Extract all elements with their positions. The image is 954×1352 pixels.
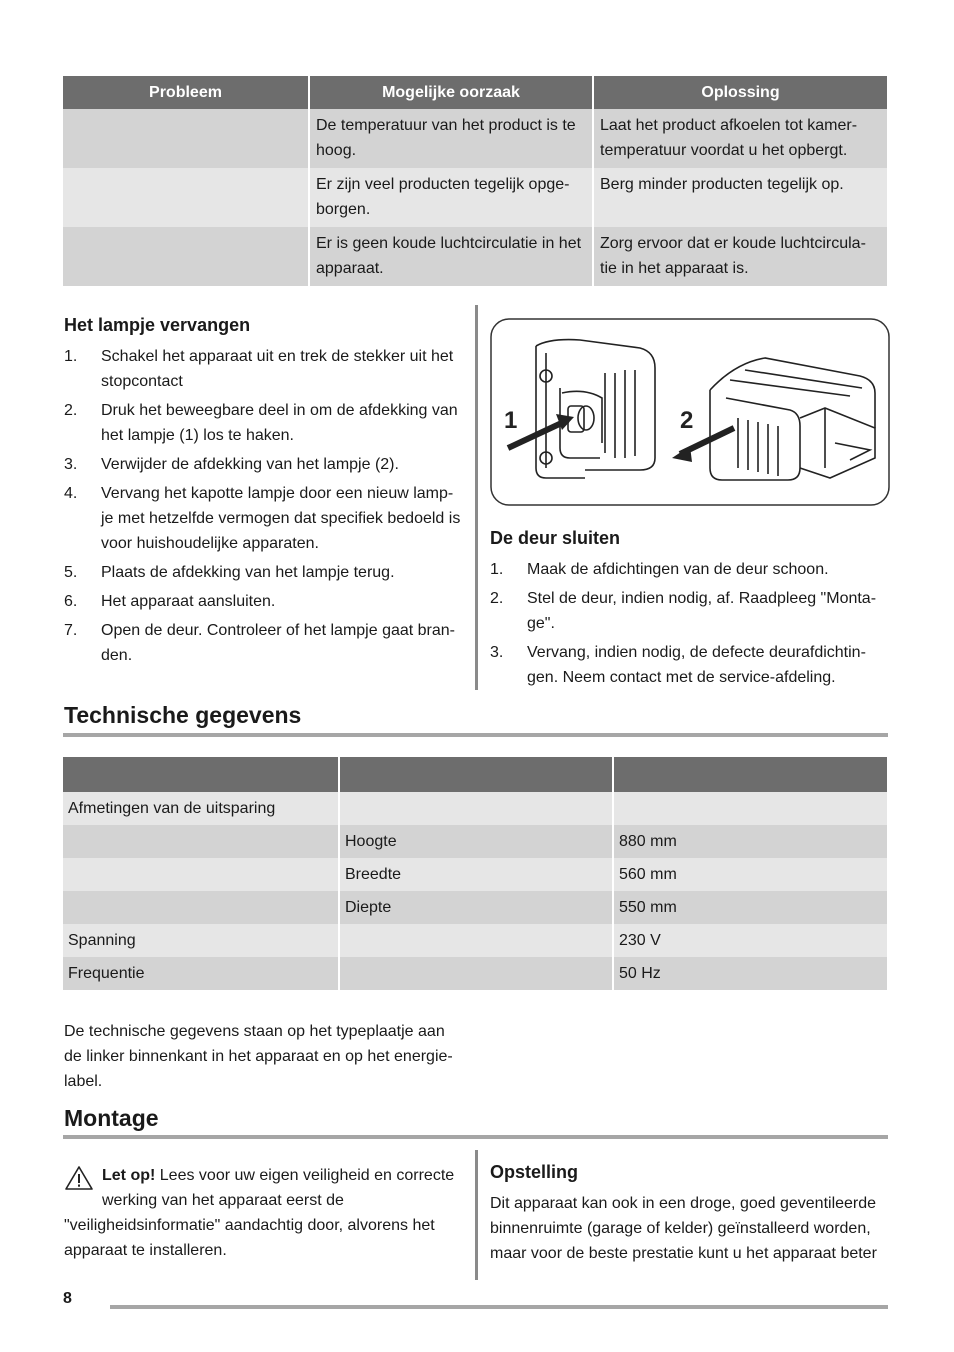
table-row — [63, 891, 887, 924]
step-number: 3. — [64, 456, 78, 473]
label-cell — [63, 825, 339, 858]
sublabel-cell — [339, 792, 613, 825]
problem-table — [63, 76, 887, 286]
lamp-steps — [64, 344, 464, 672]
table-row — [63, 109, 887, 168]
value-cell: 230 V — [613, 924, 887, 957]
step-number: 2. — [490, 590, 504, 607]
solution-cell: Zorg ervoor dat er koude luchtcircula-tie in het apparaat is. — [593, 227, 887, 286]
step-text: Vervang het kapotte lampje door een nieuw lamp-je met hetzelfde vermogen dat specifiek bedoeld is voor huishoudelijke apparaten. — [101, 485, 461, 552]
value-cell: 880 mm — [613, 825, 887, 858]
lamp-title: Het lampje vervangen — [64, 315, 251, 335]
figure-label-2: 2 — [680, 407, 694, 434]
label-cell: Spanning — [63, 924, 339, 957]
sublabel-cell — [339, 924, 613, 957]
opstelling-text: Dit apparaat kan ook in een droge, goed geventileerde binnenruimte (garage of kelder) geïnstalleerd worden, maar voor de beste prestatie kunt u het apparaat beter — [490, 1195, 877, 1262]
warning-icon — [64, 1165, 94, 1191]
step-number: 1. — [64, 348, 78, 365]
step-number: 3. — [490, 644, 504, 661]
tech-heading: Technische gegevens — [64, 702, 302, 728]
table-row — [63, 168, 887, 227]
step-number: 2. — [64, 402, 78, 419]
value-cell: 560 mm — [613, 858, 887, 891]
step-text: Verwijder de afdekking van het lampje (2). — [101, 456, 399, 473]
door-title: De deur sluiten — [490, 528, 621, 548]
problem-cell — [63, 227, 309, 286]
warning-text: Lees voor uw eigen veiligheid en correcte werking van het apparaat eerst de "veiligheidsinformatie" aandachtig door, alvorens het apparaat te installeren. — [64, 1167, 455, 1259]
sublabel-cell: Diepte — [339, 891, 613, 924]
cause-cell: Er is geen koude luchtcirculatie in het apparaat. — [309, 227, 593, 286]
header-cause: Mogelijke oorzaak — [309, 76, 593, 109]
step-number: 6. — [64, 593, 78, 610]
list-item — [64, 481, 464, 556]
table-row — [63, 957, 887, 990]
header-cell — [339, 757, 613, 792]
warning-block — [64, 1163, 464, 1263]
tech-note: De technische gegevens staan op het typeplaatje aan de linker binnenkant in het apparaat en op het energie-label. — [64, 1023, 453, 1090]
header-cell — [613, 757, 887, 792]
figure-label-1: 1 — [504, 407, 518, 434]
step-text: Druk het beweegbare deel in om de afdekking van het lampje (1) los te haken. — [101, 402, 458, 444]
list-item — [64, 589, 464, 614]
problem-cell — [63, 168, 309, 227]
table-row — [63, 858, 887, 891]
header-solution: Oplossing — [593, 76, 887, 109]
list-item — [64, 618, 464, 668]
cause-cell: Er zijn veel producten tegelijk opge-borgen. — [309, 168, 593, 227]
list-item — [64, 560, 464, 585]
problem-cell — [63, 109, 309, 168]
opstelling-title: Opstelling — [490, 1162, 579, 1182]
list-item — [64, 398, 464, 448]
label-cell — [63, 891, 339, 924]
value-cell — [613, 792, 887, 825]
step-text: Stel de deur, indien nodig, af. Raadpleeg "Monta-ge". — [527, 590, 877, 632]
sublabel-cell — [339, 957, 613, 990]
tech-table — [63, 757, 887, 990]
lamp-illustration — [490, 318, 890, 506]
step-text: Vervang, indien nodig, de defecte deurafdichtin-gen. Neem contact met de service-afdeling. — [527, 644, 866, 686]
header-problem: Probleem — [63, 76, 309, 109]
list-item — [490, 586, 885, 636]
list-item — [64, 452, 464, 477]
column-divider — [475, 1150, 478, 1280]
label-cell: Afmetingen van de uitsparing — [63, 792, 339, 825]
door-steps — [490, 557, 885, 694]
footer-rule — [110, 1305, 888, 1309]
table-row — [63, 825, 887, 858]
warning-label: Let op! — [102, 1167, 156, 1184]
step-number: 4. — [64, 485, 78, 502]
step-number: 7. — [64, 622, 78, 639]
page-number: 8 — [63, 1290, 72, 1307]
column-divider — [475, 305, 478, 690]
table-row — [63, 924, 887, 957]
sublabel-cell: Breedte — [339, 858, 613, 891]
cause-cell: De temperatuur van het product is te hoog. — [309, 109, 593, 168]
sublabel-cell: Hoogte — [339, 825, 613, 858]
tech-table-header — [63, 757, 887, 792]
step-number: 1. — [490, 561, 504, 578]
step-number: 5. — [64, 564, 78, 581]
table-row — [63, 227, 887, 286]
section-rule — [63, 1135, 888, 1139]
section-rule — [63, 733, 888, 737]
value-cell: 550 mm — [613, 891, 887, 924]
label-cell — [63, 858, 339, 891]
label-cell: Frequentie — [63, 957, 339, 990]
step-text: Open de deur. Controleer of het lampje gaat bran-den. — [101, 622, 455, 664]
value-cell: 50 Hz — [613, 957, 887, 990]
header-cell — [63, 757, 339, 792]
step-text: Het apparaat aansluiten. — [101, 593, 276, 610]
solution-cell: Laat het product afkoelen tot kamer-temperatuur voordat u het opbergt. — [593, 109, 887, 168]
solution-cell: Berg minder producten tegelijk op. — [593, 168, 887, 227]
list-item — [64, 344, 464, 394]
step-text: Schakel het apparaat uit en trek de stekker uit het stopcontact — [101, 348, 454, 390]
list-item — [490, 640, 885, 690]
table-row — [63, 792, 887, 825]
problem-table-header — [63, 76, 887, 109]
list-item — [490, 557, 885, 582]
step-text: Maak de afdichtingen van de deur schoon. — [527, 561, 829, 578]
montage-heading: Montage — [64, 1105, 159, 1131]
step-text: Plaats de afdekking van het lampje terug. — [101, 564, 395, 581]
